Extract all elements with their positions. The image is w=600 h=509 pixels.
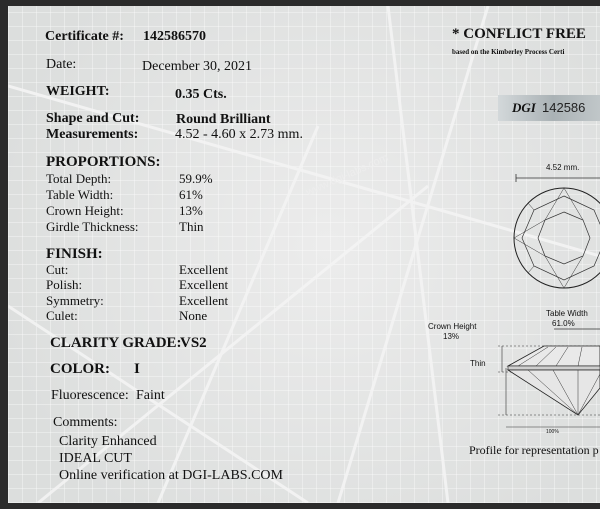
weight-value: 0.35 Cts. bbox=[175, 87, 227, 102]
fluorescence-label: Fluorescence: bbox=[51, 388, 129, 403]
table-width-label: Table Width bbox=[546, 309, 588, 318]
proportion-label: Girdle Thickness: bbox=[46, 219, 139, 234]
proportion-value: Thin bbox=[179, 219, 204, 234]
finish-value: Excellent bbox=[179, 293, 229, 308]
color-value: I bbox=[134, 361, 140, 377]
finish-label: Polish: bbox=[46, 277, 83, 292]
measurements-label: Measurements: bbox=[46, 127, 139, 142]
table-width-value: 61.0% bbox=[552, 319, 575, 328]
color-label: COLOR: bbox=[50, 361, 110, 377]
finish-label: Symmetry: bbox=[46, 293, 104, 308]
profile-note: Profile for representation p bbox=[469, 443, 599, 457]
weight-label: WEIGHT: bbox=[46, 84, 110, 99]
proportion-label: Total Depth: bbox=[46, 171, 112, 186]
clarity-value: VS2 bbox=[180, 335, 207, 351]
shape-label: Shape and Cut: bbox=[46, 111, 140, 126]
finish-label: Cut: bbox=[46, 262, 69, 277]
comments-label: Comments: bbox=[53, 415, 118, 430]
girdle-label: Thin bbox=[470, 359, 486, 368]
dgi-number: 142586 bbox=[542, 100, 586, 115]
proportion-value: 61% bbox=[179, 187, 203, 202]
fluorescence-value: Faint bbox=[136, 388, 165, 403]
crown-height-value: 13% bbox=[443, 332, 460, 341]
finish-value: Excellent bbox=[179, 277, 229, 292]
diamond-profile-view bbox=[498, 329, 600, 427]
finish-value: None bbox=[179, 308, 208, 323]
crown-height-label: Crown Height bbox=[428, 322, 477, 331]
comment-line: Online verification at DGI-LABS.COM bbox=[59, 468, 283, 483]
proportion-value: 13% bbox=[179, 203, 203, 218]
clarity-label: CLARITY GRADE: bbox=[50, 335, 182, 351]
kimberley-note: based on the Kimberley Process Certi bbox=[452, 48, 565, 56]
certificate-number: 142586570 bbox=[143, 29, 206, 44]
date-value: December 30, 2021 bbox=[142, 59, 253, 74]
proportion-value: 59.9% bbox=[179, 171, 213, 186]
profile-depth-percent: 100% bbox=[546, 429, 559, 435]
finish-heading: FINISH: bbox=[46, 246, 103, 262]
certificate-document bbox=[8, 6, 600, 503]
comment-line: Clarity Enhanced bbox=[59, 434, 157, 449]
shape-value: Round Brilliant bbox=[176, 112, 271, 127]
certificate-label: Certificate #: bbox=[45, 29, 124, 44]
dgi-hologram-strip bbox=[498, 95, 600, 121]
proportions-heading: PROPORTIONS: bbox=[46, 154, 161, 170]
diamond-top-view bbox=[514, 174, 600, 288]
proportion-label: Crown Height: bbox=[46, 203, 124, 218]
conflict-free-heading: * CONFLICT FREE bbox=[452, 26, 586, 42]
proportion-label: Table Width: bbox=[46, 187, 114, 202]
top-dimension-label: 4.52 mm. bbox=[546, 163, 580, 172]
comment-line: IDEAL CUT bbox=[59, 451, 132, 466]
dgi-logo: DGI bbox=[512, 100, 536, 115]
finish-label: Culet: bbox=[46, 308, 78, 323]
measurements-value: 4.52 - 4.60 x 2.73 mm. bbox=[175, 127, 303, 142]
watermark-text: www.dgi-labs.com bbox=[304, 151, 391, 199]
finish-value: Excellent bbox=[179, 262, 229, 277]
date-label: Date: bbox=[46, 57, 77, 72]
